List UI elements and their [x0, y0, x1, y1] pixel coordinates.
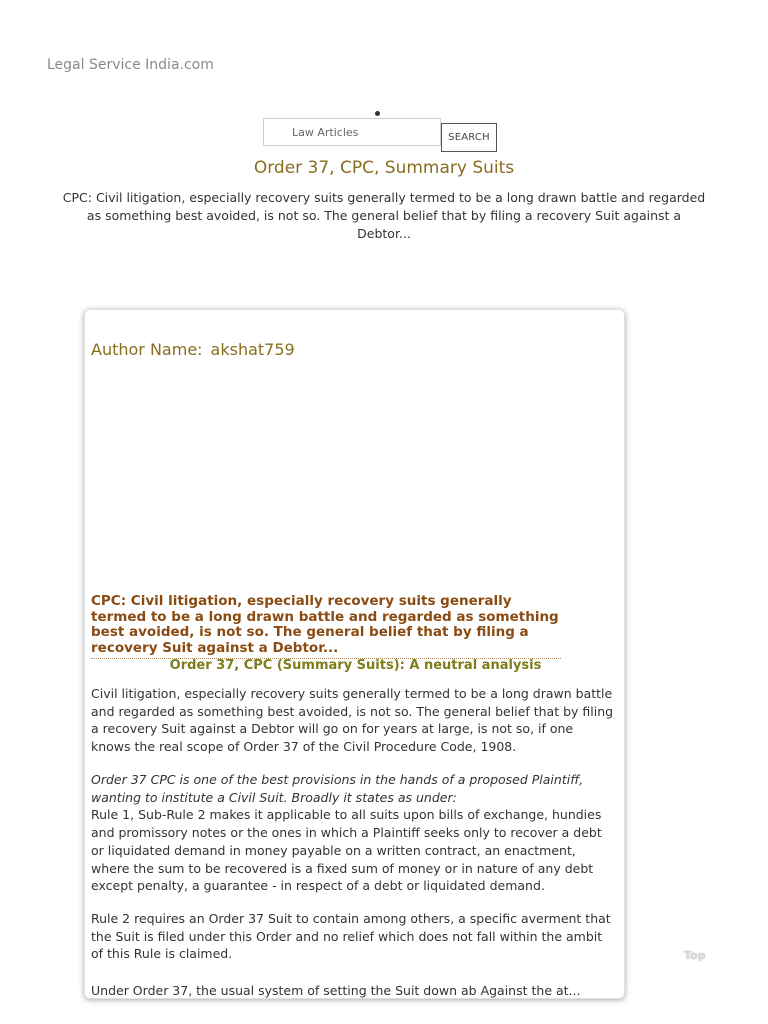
- bullet-dot: [375, 111, 380, 116]
- article-lead: CPC: Civil litigation, especially recovery suits generally termed to be a long drawn battle and regarded as something best avoided, is not so. The general belief that by filing a recovery Suit against a Debtor...: [91, 594, 561, 659]
- site-name[interactable]: Legal Service India.com: [47, 57, 214, 73]
- body-paragraph-2-rest: Rule 1, Sub-Rule 2 makes it applicable to all suits upon bills of exchange, hundies and promissory notes or the ones in which a Plaintiff seeks only to recover a debt or liquidated demand in money payable on a written contract, an enactment, where the sum to be recovered is a fixed sum of money or in nature of any debt except penalty, a guarantee - in respect of a debt or liquidated demand.: [91, 807, 602, 894]
- article-card: [84, 309, 625, 999]
- search-input[interactable]: [263, 118, 441, 146]
- body-paragraph-2: [91, 771, 616, 895]
- body-paragraph-4: Under Order 37, the usual system of setting the Suit down ab Against the at...: [91, 983, 581, 998]
- section-heading: Order 37, CPC (Summary Suits): A neutral analysis: [169, 658, 542, 673]
- body-paragraph-1: Civil litigation, especially recovery suits generally termed to be a long drawn battle and regarded as something best avoided, is not so. The general belief that by filing a recovery Suit against a Debtor will go on for years at large, is not so, if one knows the real scope of Order 37 of the Civil Procedure Code, 1908.: [91, 686, 614, 755]
- author-line: [91, 340, 295, 359]
- body-paragraph-3: Rule 2 requires an Order 37 Suit to contain among others, a specific averment that the Suit is filed under this Order and no relief which does not fall within the ambit of this Rule is claimed.: [91, 911, 611, 962]
- search-button[interactable]: SEARCH: [441, 123, 497, 152]
- article-summary: CPC: Civil litigation, especially recovery suits generally termed to be a long drawn battle and regarded as something best avoided, is not so. The general belief that by filing a recovery Suit against a Debtor...: [62, 190, 706, 241]
- back-to-top-link[interactable]: Top: [684, 949, 706, 962]
- author-label: Author Name:: [91, 340, 203, 359]
- page-title[interactable]: Order 37, CPC, Summary Suits: [253, 158, 515, 178]
- author-name[interactable]: akshat759: [210, 340, 295, 359]
- body-paragraph-2-italic: Order 37 CPC is one of the best provisions in the hands of a proposed Plaintiff, wanting to institute a Civil Suit. Broadly it states as under:: [91, 772, 584, 805]
